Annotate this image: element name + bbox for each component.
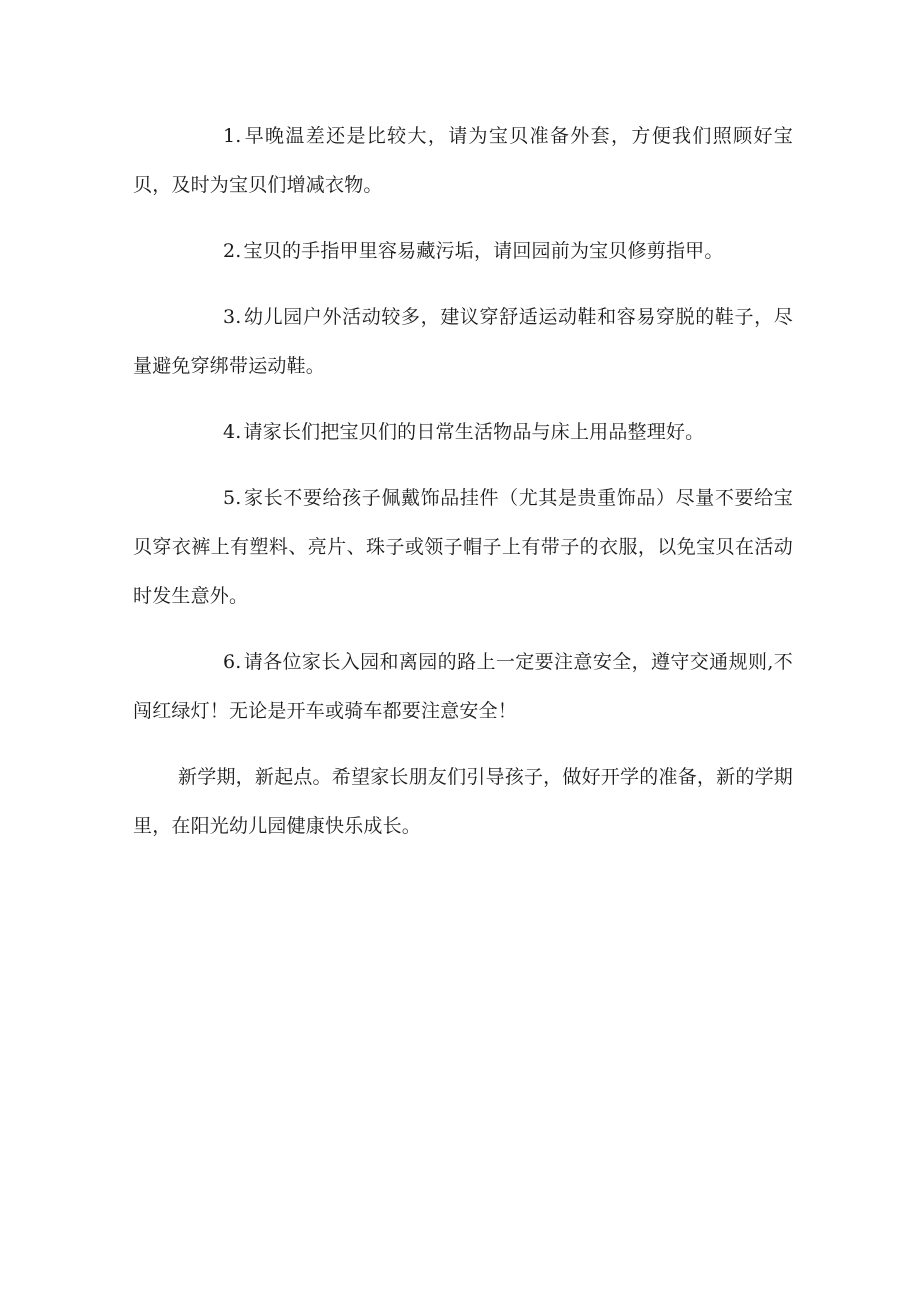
list-item-6 — [133, 638, 793, 736]
item-number: 1 — [223, 125, 236, 147]
item-separator: . — [235, 306, 242, 328]
item-text: 早晚温差还是比较大，请为宝贝准备外套，方便我们照顾好宝贝，及时为宝贝们增减衣物。 — [133, 125, 793, 196]
item-text: 请各位家长入园和离园的路上一定要注意安全，遵守交通规则,不闯红绿灯！无论是开车或骑车都要注意安全！ — [133, 651, 793, 722]
item-separator: . — [235, 487, 242, 509]
item-text: 幼儿园户外活动较多，建议穿舒适运动鞋和容易穿脱的鞋子，尽量避免穿绑带运动鞋。 — [133, 306, 793, 377]
item-separator: . — [235, 651, 242, 673]
item-separator: . — [235, 240, 242, 262]
item-number: 6 — [223, 651, 236, 673]
list-item-4 — [133, 408, 793, 457]
document-body — [133, 112, 793, 868]
list-item-1 — [133, 112, 793, 210]
list-item-2 — [133, 227, 793, 276]
item-number: 2 — [223, 240, 236, 262]
item-text: 请家长们把宝贝们的日常生活物品与床上用品整理好。 — [243, 421, 705, 443]
item-separator: . — [235, 421, 242, 443]
list-item-3 — [133, 293, 793, 391]
item-separator: . — [235, 125, 242, 147]
list-item-5 — [133, 474, 793, 621]
item-text: 家长不要给孩子佩戴饰品挂件（尤其是贵重饰品）尽量不要给宝贝穿衣裤上有塑料、亮片、珠子或领子帽子上有带子的衣服，以免宝贝在活动时发生意外。 — [133, 487, 793, 607]
item-text: 宝贝的手指甲里容易藏污垢，请回园前为宝贝修剪指甲。 — [243, 240, 724, 262]
item-number: 3 — [223, 306, 236, 328]
item-number: 5 — [223, 487, 236, 509]
item-number: 4 — [223, 421, 236, 443]
closing-paragraph: 新学期，新起点。希望家长朋友们引导孩子，做好开学的准备，新的学期里，在阳光幼儿园健康快乐成长。 — [133, 766, 793, 837]
